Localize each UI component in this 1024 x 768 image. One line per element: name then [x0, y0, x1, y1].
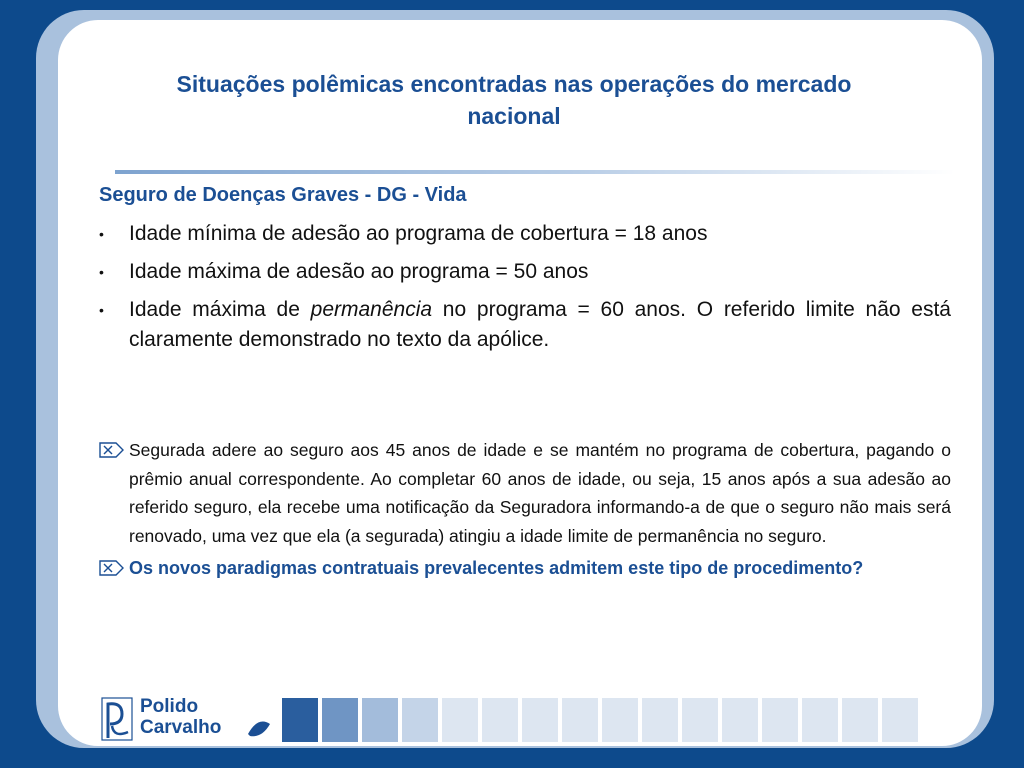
- logo-text: [140, 696, 221, 738]
- case-question-text: Os novos paradigmas contratuais prevalecentes admitem este tipo de procedimento?: [129, 558, 864, 578]
- footer-square: [882, 698, 918, 742]
- bullet-dot-icon: •: [99, 226, 104, 242]
- footer-square: [282, 698, 318, 742]
- footer-squares: [282, 698, 918, 742]
- bullet-dot-icon: •: [99, 302, 104, 318]
- arrow-box-icon: [99, 442, 125, 458]
- logo-line-2: Carvalho: [140, 717, 222, 738]
- footer-square: [762, 698, 798, 742]
- bullet-text: no programa = 60 anos. O referido limite não está claramente demonstrado no texto da apólice.: [129, 298, 951, 351]
- bullet-item: [99, 257, 951, 287]
- bullet-list: [99, 219, 951, 363]
- case-list: [99, 436, 951, 587]
- footer-square: [362, 698, 398, 742]
- footer-square: [802, 698, 838, 742]
- footer-square: [642, 698, 678, 742]
- bullet-text: Idade máxima de adesão ao programa = 50 anos: [129, 260, 589, 283]
- footer-square: [522, 698, 558, 742]
- slide-title: Situações polêmicas encontradas nas operações do mercado nacional: [176, 71, 852, 129]
- footer-square: [322, 698, 358, 742]
- footer-square: [442, 698, 478, 742]
- case-question: [99, 554, 951, 583]
- footer-square: [842, 698, 878, 742]
- case-item: [99, 436, 951, 550]
- footer-square: [402, 698, 438, 742]
- bullet-item: [99, 219, 951, 249]
- bullet-item: [99, 295, 951, 355]
- footer-square: [482, 698, 518, 742]
- company-logo: [100, 694, 280, 744]
- footer-square: [602, 698, 638, 742]
- bullet-text: Idade máxima de: [129, 298, 311, 321]
- footer-square: [682, 698, 718, 742]
- bullet-text: Idade mínima de adesão ao programa de cobertura = 18 anos: [129, 222, 708, 245]
- footer-square: [562, 698, 598, 742]
- bullet-dot-icon: •: [99, 264, 104, 280]
- bullet-emphasis: permanência: [310, 298, 433, 321]
- title-divider: [115, 170, 955, 174]
- section-subtitle: Seguro de Doenças Graves - DG - Vida: [99, 184, 467, 206]
- case-text: Segurada adere ao seguro aos 45 anos de idade e se mantém no programa de cobertura, pagando o prêmio anual correspondente. Ao completar 60 anos de idade, ou seja, 15 anos após a sua adesão ao referido seguro, ela recebe uma notificação da Seguradora informando-a de que o seguro não mais será renovado, uma vez que ela (a segurada) atingiu a idade limite de permanência no seguro.: [129, 440, 951, 546]
- footer-square: [722, 698, 758, 742]
- logo-line-1: Polido: [140, 696, 199, 717]
- arrow-box-icon: [99, 560, 125, 576]
